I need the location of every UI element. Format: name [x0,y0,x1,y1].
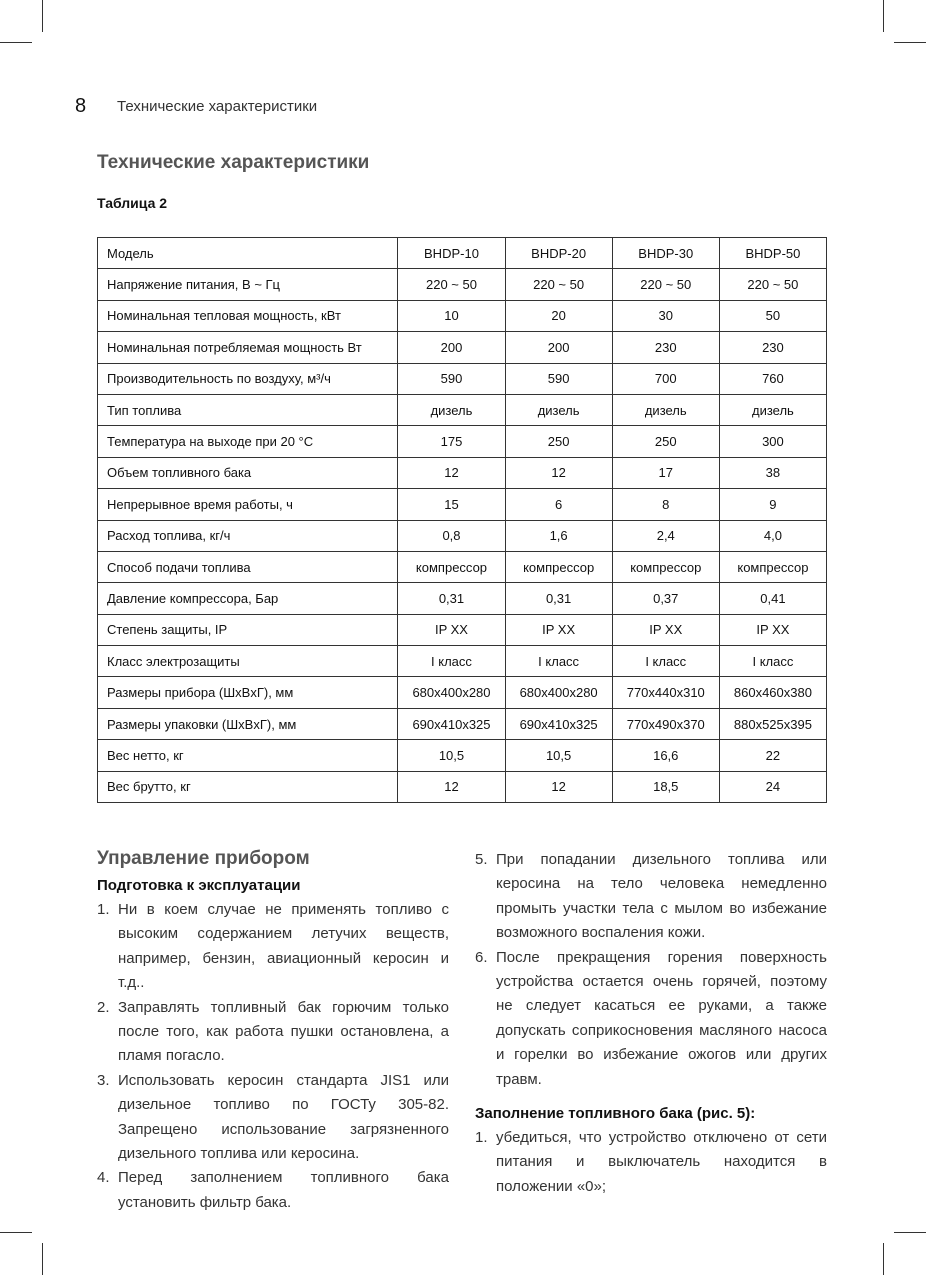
cell-value: 4,0 [719,520,826,551]
cell-value: 12 [505,457,612,488]
item-number: 3. [97,1071,110,1089]
cell-value: 20 [505,300,612,331]
cell-value: 0,31 [398,583,505,614]
cell-value: 220 ~ 50 [398,269,505,300]
cell-value: 230 [719,332,826,363]
crop-mark [894,42,926,43]
cell-value: 6 [505,489,612,520]
row-label: Степень защиты, IP [98,614,398,645]
specs-table [97,237,827,803]
item-number: 1. [475,1129,488,1147]
table-row [98,426,827,457]
row-label: Расход топлива, кг/ч [98,520,398,551]
cell-value: 0,8 [398,520,505,551]
cell-value: 9 [719,489,826,520]
cell-value: 700 [612,363,719,394]
table-row [98,457,827,488]
cell-value: 50 [719,300,826,331]
table-row [98,646,827,677]
table-caption: Таблица 2 [97,195,168,211]
row-label: Объем топливного бака [98,457,398,488]
item-number: 5. [475,851,488,868]
cell-value: 300 [719,426,826,457]
cell-value: 12 [398,457,505,488]
table-row [98,677,827,708]
cell-value: BHDP-30 [612,238,719,269]
cell-value: 18,5 [612,771,719,802]
item-number: 2. [97,998,110,1016]
cell-value: компрессор [612,551,719,582]
prep-title: Подготовка к эксплуатации [97,877,301,894]
cell-value: компрессор [719,551,826,582]
row-label: Размеры прибора (ШxВxГ), мм [98,677,398,708]
table-header-row [98,238,827,269]
table-row [98,583,827,614]
cell-value: 680x400x280 [505,677,612,708]
cell-value: 22 [719,740,826,771]
row-label: Размеры упаковки (ШxВxГ), мм [98,708,398,739]
fill-title: Заполнение топливного бака (рис. 5): [475,1105,756,1123]
table-row [98,520,827,551]
row-label: Вес брутто, кг [98,771,398,802]
list-item [97,1069,449,1167]
table-row [98,394,827,425]
running-title: Технические характеристики [117,98,318,115]
cell-value: дизель [719,394,826,425]
item-text: Использовать керосин стандарта JIS1 или дизельное топливо по ГОСТу 305-82. Запрещено использование загрязненного дизельного топлива или керосина. [118,1071,449,1163]
row-label: Напряжение питания, В ~ Гц [98,269,398,300]
cell-value: 880x525x395 [719,708,826,739]
row-label: Способ подачи топлива [98,551,398,582]
cell-value: 230 [612,332,719,363]
cell-value: 0,41 [719,583,826,614]
cell-value: 175 [398,426,505,457]
cell-value: 38 [719,457,826,488]
left-column [97,846,449,1215]
item-number: 4. [97,1169,110,1187]
table-row [98,300,827,331]
cell-value: 24 [719,771,826,802]
row-label: Номинальная тепловая мощность, кВт [98,300,398,331]
cell-value: 690x410x325 [398,708,505,739]
row-label: Температура на выходе при 20 °С [98,426,398,457]
section-title: Технические характеристики [97,152,370,173]
table-row [98,332,827,363]
cell-value: IP XX [398,614,505,645]
cell-value: 860x460x380 [719,677,826,708]
item-text: убедиться, что устройство отключено от сети питания и выключатель находится в положении «0»; [496,1129,827,1195]
table-row [98,269,827,300]
cell-value: BHDP-20 [505,238,612,269]
cell-value: 2,4 [612,520,719,551]
list-item [475,848,827,946]
table-row [98,363,827,394]
table-row [98,489,827,520]
cell-value: 15 [398,489,505,520]
cell-value: BHDP-50 [719,238,826,269]
crop-mark [0,1232,32,1233]
cell-value: 220 ~ 50 [505,269,612,300]
cell-value: I класс [398,646,505,677]
row-label: Производительность по воздуху, м³/ч [98,363,398,394]
cell-value: 220 ~ 50 [612,269,719,300]
cell-value: I класс [505,646,612,677]
cell-value: 220 ~ 50 [719,269,826,300]
list-item [97,996,449,1069]
right-column [475,848,827,1199]
table-row [98,771,827,802]
page-number: 8 [75,95,87,117]
cell-value: 250 [505,426,612,457]
cell-value: IP XX [612,614,719,645]
list-item [97,1166,449,1215]
cell-value: 10,5 [398,740,505,771]
cell-value: 680x400x280 [398,677,505,708]
cell-value: BHDP-10 [398,238,505,269]
table-row [98,551,827,582]
crop-mark [883,1243,884,1275]
cell-value: дизель [398,394,505,425]
row-label: Класс электрозащиты [98,646,398,677]
cell-value: 590 [505,363,612,394]
cell-value: 0,37 [612,583,719,614]
cell-value: 250 [612,426,719,457]
cell-value: 8 [612,489,719,520]
cell-value: 12 [505,771,612,802]
cell-value: 10,5 [505,740,612,771]
cell-value: компрессор [398,551,505,582]
crop-mark [0,42,32,43]
item-text: При попадании дизельного топлива или керосина на тело человека немедленно промыть участки тела с мылом во избежание возможного воспаления кожи. [496,851,827,942]
item-number: 1. [97,901,110,918]
cell-value: 0,31 [505,583,612,614]
cell-value: IP XX [505,614,612,645]
crop-mark [42,1243,43,1275]
row-label: Номинальная потребляемая мощность Вт [98,332,398,363]
cell-value: 760 [719,363,826,394]
row-label: Давление компрессора, Бар [98,583,398,614]
control-title: Управление прибором [97,848,310,869]
table-row [98,614,827,645]
item-text: Перед заполнением топливного бака установить фильтр бака. [118,1169,449,1211]
table-row [98,740,827,771]
crop-mark [42,0,43,32]
cell-value: 16,6 [612,740,719,771]
cell-value: 590 [398,363,505,394]
cell-value: 12 [398,771,505,802]
cell-value: 30 [612,300,719,331]
table-row [98,708,827,739]
cell-value: I класс [719,646,826,677]
list-item [475,1126,827,1199]
list-item [475,946,827,1092]
item-text: Заправлять топливный бак горючим только после того, как работа пушки остановлена, а пламя погасло. [118,998,449,1065]
cell-value: 770x490x370 [612,708,719,739]
list-item [97,898,449,996]
cell-value: 200 [398,332,505,363]
row-label: Тип топлива [98,394,398,425]
cell-value: 770x440x310 [612,677,719,708]
row-label: Непрерывное время работы, ч [98,489,398,520]
cell-value: IP XX [719,614,826,645]
item-text: Ни в коем случае не применять топливо с высоким содержанием летучих веществ, например, бензин, авиационный керосин и т.д.. [118,901,449,992]
cell-value: 17 [612,457,719,488]
cell-value: I класс [612,646,719,677]
item-number: 6. [475,948,488,966]
row-label: Модель [98,238,398,269]
cell-value: 1,6 [505,520,612,551]
item-text: После прекращения горения поверхность устройства остается очень горячей, поэтому не следует касаться ее руками, а также допускать соприкосновения масляного насоса и горелки во избежание ожогов или других травм. [496,948,827,1088]
cell-value: дизель [612,394,719,425]
row-label: Вес нетто, кг [98,740,398,771]
cell-value: 200 [505,332,612,363]
crop-mark [883,0,884,32]
crop-mark [894,1232,926,1233]
cell-value: дизель [505,394,612,425]
cell-value: компрессор [505,551,612,582]
cell-value: 10 [398,300,505,331]
cell-value: 690x410x325 [505,708,612,739]
